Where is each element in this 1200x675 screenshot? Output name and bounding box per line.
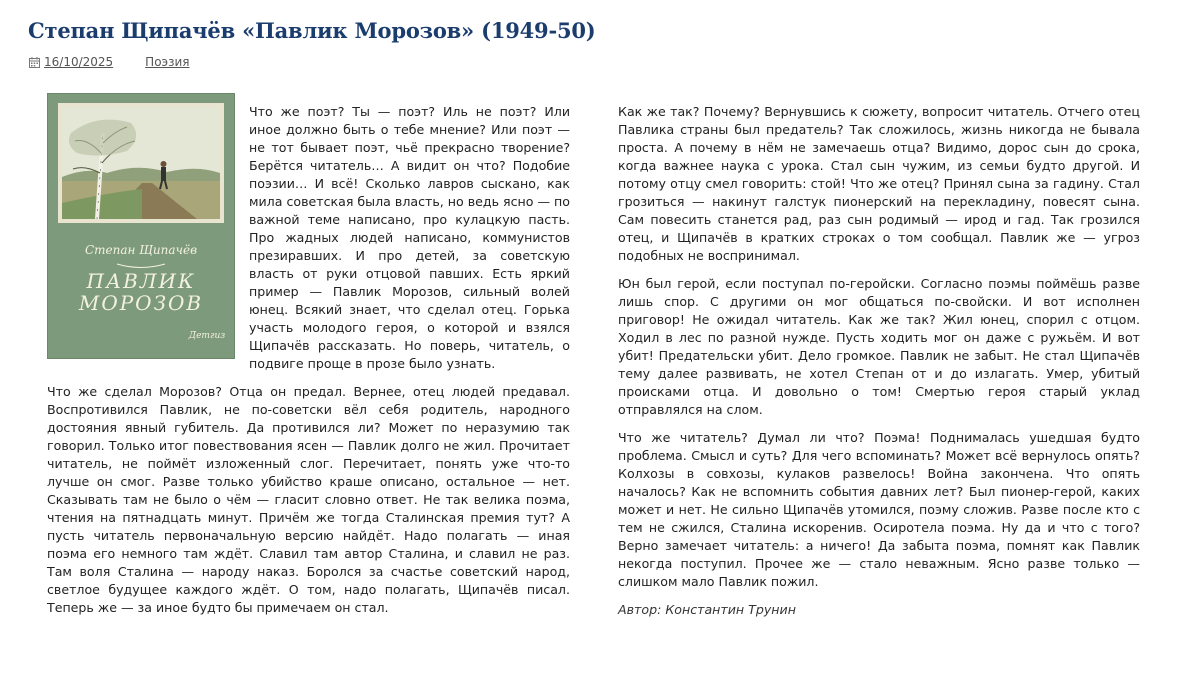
post-meta [29, 55, 190, 69]
article-right-column [618, 103, 1140, 629]
article-paragraph: Что же сделал Морозов? Отца он предал. Вернее, отец людей предавал. Воспротивился Павлик, не по-советски вёл себя родитель, народного достояния явный губитель. Да противился ли? Может по неразумию так говорил. Только итог повествования ясен — Павлик долго не жил. Прочитает читатель, не поймёт изложенный слог. Перечитает, понять уже что-то лучше он смог. Разве только убийство краше описано, остальное — нет. Сказывать там не было о чём — гласит словно ответ. Не так велика поэма, чтения на пятнадцать минут. Причём же тогда Сталинская премия тут? А пусть читатель первоначальную версию найдёт. Надо полагать — иная поэма его немного там ждёт. Славил там автор Сталина, и славил не раз. Там воля Сталина — народу наказ. Боролся за счастье советский народ, светлое будущее каждого ждёт. О том, надо полагать, Щипачёв писал. Теперь же — за иное будто бы примечаем он стал. [47, 384, 570, 615]
author-credit: Автор: Константин Трунин [618, 602, 796, 617]
article-left-column [47, 103, 570, 627]
cover-title-2: МОРОЗОВ [78, 291, 204, 315]
article-paragraph: Что же читатель? Думал ли что? Поэма! Поднималась ушедшая будто проблема. Смысл и суть? Для чего вспоминать? Может всё вернулось опять? Колхозы в совхозы, кулаков развелось! Война закончена. Что опять началось? Как не вспомнить события давних лет? Был пионер-герой, каких может и нет. Не сильно Щипачёв утомился, поэму сложив. Разве после кто с тем не сжился, Сталина искоренив. Осиротела поэма. Ну да и что с того? Верно замечает читатель: а ничего! Да забыта поэма, помнят как Павлик некогда поступил. Прочее же — стало неважным. Ясно разве только — слишком мало Павлик пожил. [618, 430, 1140, 589]
cover-publisher: Детгиз [188, 331, 226, 341]
post-date-link[interactable]: 16/10/2025 [44, 55, 114, 69]
article-paragraph: Что же поэт? Ты — поэт? Иль не поэт? Или иное должно быть о тебе мнение? Или поэт — не тот бывает поэт, чьё прекрасно творение? Берётся читатель… А видит он что? Подобие поэзии… И всё! Сколько лавров сыскано, как мила советская была власть, но ведь ясно — по важной теме написано, про кулацкую пасть. Про жадных людей написано, коммунистов презиравших. И про детей, за советскую власть от руки отцовой павших. Есть яркий пример — Павлик Морозов, сильный волей юнец. Всякий знает, что сделал отец. Горька участь молодого героя, о которой и взялся Щипачёв рассказать. Но поверь, читатель, о подвиге проще в прозе было узнать. [249, 104, 570, 371]
cover-author: Степан Щипачёв [84, 243, 198, 257]
article-paragraph: Юн был герой, если поступал по-геройски. Согласно поэмы поймёшь разве лишь спор. С другими он мог общаться по-свойски. И вот исполнен приговор! Не ожидал читатель. Как же так? Жил юнец, спорил с отцом. Ходил в лес по разной нужде. Пусть ходить мог он даже с ружьём. И вот убит! Предательски убит. Дело громкое. Павлик не забыт. Не стал Щипачёв тему далее развивать, не хотел Степан от и до излагать. Умер, убитый происками отца. И довольно о том! Смертью героя старый уклад отправлялся на слом. [618, 276, 1140, 417]
category-link[interactable]: Поэзия [145, 55, 190, 69]
right-paragraphs [618, 103, 1140, 591]
cover-title-1: ПАВЛИК [86, 269, 196, 293]
book-cover-image [47, 93, 235, 359]
calendar-icon [29, 57, 40, 68]
page-title: Степан Щипачёв «Павлик Морозов» (1949-50) [28, 18, 596, 43]
article-paragraph: Как же так? Почему? Вернувшись к сюжету, вопросит читатель. Отчего отец Павлика страны был предатель? Так сложилось, жизнь никогда не бывала проста. А почему в нём не замечаешь отца? Видимо, дорос сын до срока, когда важнее наука с урока. Стал сын чужим, из семьи будто другой. И потому отцу смел говорить: стой! Что же отец? Принял сына за гадину. Стал грозиться — накинут галстук пионерский на перекладину, повесят сына. Сам повесить станется рад, раз сын родимый — ирод и гад. Так грозился отец, и Щипачёв в кратких строках о том сообщал. Павлик же — угроз подобных не воспринимал. [618, 104, 1140, 263]
